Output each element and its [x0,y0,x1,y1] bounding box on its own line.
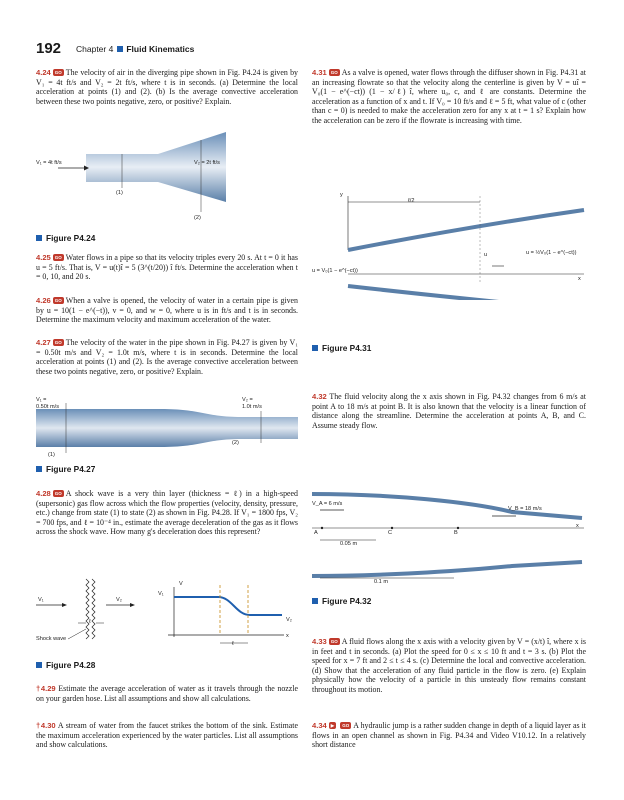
figure-p4-24 [36,132,298,232]
problem-text: The velocity of the water in the pipe shown in Fig. P4.27 is given by V₁ = 0.50t m/s and V₂ = 1.0t m/s, where t is in seconds. Determine the local acceleration at points (1) and (2). Is the average convective acceleration between these two points negative, zero, or positive? Explain. [36,338,298,376]
problem-4-30 [36,721,298,750]
x-axis-label: x [578,276,581,282]
problem-4-31 [312,68,586,126]
lower-wall [312,562,582,576]
point-2-label: (2) [232,440,239,446]
problem-text: The velocity of air in the diverging pipe shown in Fig. P4.24 is given by V₁ = 4t ft/s and V₂ = 2t ft/s, where t is in seconds. (a) Determine the local acceleration at points (1) and (2). (b) Is the average convective acceleration between these two points negative, zero, or positive? Explain. [36,68,298,106]
problem-number: 4.31 [312,68,327,77]
square-bullet-icon [312,345,318,351]
problem-number: 4.25 [36,253,51,262]
square-bullet-icon [36,466,42,472]
v-axis-label: V [179,581,183,587]
problem-4-27 [36,338,298,376]
pipe-body [86,132,226,202]
problem-text: Estimate the average acceleration of water as it travels through the nozzle on your garden hose. List all assumptions and show all calculations. [36,684,298,703]
go-badge-icon: GO [54,340,62,345]
figure-p4-27-caption: Figure P4.27 [36,464,95,474]
x-axis-label: x [286,633,289,639]
square-bullet-icon [36,662,42,668]
shock-wave-label: Shock wave [36,636,67,642]
problem-text: A shock wave is a very thin layer (thickness = ℓ) in a high-speed (supersonic) gas flow across which the flow properties (velocity, density, pressure, etc.) change from state (1) to state (2) as shown in Fig. P4.28. If V₁ = 1800 fps, V₂ = 700 fps, and ℓ = 10⁻⁴ in., estimate the average deceleration of the gas as it flows across the shock wave. How many g's deceleration does this represent? [36,489,298,537]
running-header [76,44,194,54]
chapter-title: Fluid Kinematics [126,44,195,54]
go-badge-icon: GO [54,70,62,75]
shock-leader-line [68,629,86,639]
shock-wave-zigzag [92,579,95,639]
shock-wave-zigzag [86,579,89,639]
dim-0-1-label: 0.1 m [374,579,388,585]
shock-wave-diagram [36,577,298,647]
problem-4-24 [36,68,298,106]
problem-text: Water flows in a pipe so that its velocity triples every 20 s. At t = 0 it has u = 5 ft/s. That is, V = u(t)î = 5 (3^(t/20)) î ft/s. Determine the acceleration when t = 0, 10, and 20 s. [36,253,298,282]
figure-p4-32 [312,490,586,592]
point-1-label: (1) [116,190,123,196]
point-c-label: C [388,530,393,536]
v2-label-b: 1.0t m/s [242,404,262,410]
problem-number: 4.32 [312,392,327,401]
v1-label: V₁ [38,597,44,603]
point-2-label: (2) [194,215,201,221]
arrow-head-icon [130,603,135,607]
problem-text: When a valve is opened, the velocity of water in a certain pipe is given by u = 10(1 − e^(−t)), v = 0, and w = 0, where u is in ft/s and t is in seconds. Determine the maximum velocity and maximum acceleration of the water. [36,296,298,325]
point-1-label: (1) [48,452,55,458]
problem-number: 4.33 [312,637,327,646]
figure-p4-32-caption: Figure P4.32 [312,596,371,606]
problem-text: The fluid velocity along the x axis shown in Fig. P4.32 changes from 6 m/s at point A to 18 m/s at point B. It is also known that the velocity is a linear function of distance along the streamline. Determine the acceleration at points A, B, and C. Assume steady flow. [312,392,586,430]
problem-4-29 [36,684,298,703]
y-axis-label: y [340,192,343,198]
figure-p4-28 [36,577,298,647]
velocity-profile [174,597,282,615]
point-b-icon [457,527,459,529]
go-badge-icon: GO [330,70,338,75]
v2-level-label: V₂ [286,617,292,623]
problem-number: 4.28 [36,489,51,498]
u0-formula: u = V₀(1 − e^(−ct)) [312,268,358,274]
dim-0-05-label: 0.05 m [340,541,358,547]
v2-label-a: V₂ = [242,397,253,403]
problem-text: A fluid flows along the x axis with a velocity given by V = (x/t) î, where x is in feet and t in seconds. (a) Plot the speed for 0 ≤ x ≤ 10 ft and t = 3 s. (b) Plot the speed for x = 7 ft and 2 ≤ t ≤ 4 s. (c) Determine the local and convective acceleration. (d) Show that the acceleration of any fluid particle in the flow is zero. (e) Explain physically how the velocity of a particle in this unsteady flow remains constant throughout its motion. [312,637,586,694]
v1-level-label: V₁ [158,591,164,597]
problem-text: As a valve is opened, water flows through the diffuser shown in Fig. P4.31 at an increasing flowrate so that the velocity along the centerline is given by V = uî = V₀(1 − e^(−ct)) (1 − x/ℓ) î, where u₀, c, and ℓ are constants. Determine the acceleration as a function of x and t. If V₀ = 10 ft/s and ℓ = 5 ft, what value of c (other than c = 0) is needed to make the acceleration zero for any x at t = 1 s? Explain how the acceleration can be zero if the flowrate is increasing with time. [312,68,586,125]
problem-text: A stream of water from the faucet strikes the bottom of the sink. Estimate the maximum acceleration experienced by the water particles. List all assumptions and show calculations. [36,721,298,750]
u-half-formula: u = ½V₀(1 − e^(−ct)) [526,250,577,256]
problem-4-26 [36,296,298,325]
go-badge-icon: GO [54,298,62,303]
figure-p4-28-caption: Figure P4.28 [36,660,95,670]
ell-label: ℓ [89,619,91,625]
v1-label-a: V₁ = [36,397,47,403]
half-length-label: ℓ/2 [408,198,415,204]
u-label: u [484,252,488,258]
square-bullet-icon [36,235,42,241]
v2-label: V₂ = 2t ft/s [194,160,220,166]
problem-text: A hydraulic jump is a rather sudden change in depth of a liquid layer as it flows in an open channel as shown in Fig. P4.34 and Video V10.12. In a relatively short distance [312,721,586,750]
point-b-label: B [454,530,458,536]
figure-p4-27 [36,395,298,460]
square-bullet-icon [312,598,318,604]
figure-p4-31 [312,190,586,300]
x-axis-label: x [576,523,579,529]
square-bullet-icon [117,46,123,52]
go-badge-icon: GO [342,723,350,728]
figure-p4-31-caption: Figure P4.31 [312,343,371,353]
v1-label: V₁ = 4t ft/s [36,160,62,166]
v2-label: V₂ [116,597,122,603]
problem-4-28 [36,489,298,537]
go-badge-icon: GO [330,639,338,644]
problem-4-33 [312,637,586,695]
problem-number: †4.30 [36,721,56,730]
diverging-pipe-diagram [36,132,298,232]
problem-4-34 [312,721,586,750]
v1-label-b: 0.50t m/s [36,404,60,410]
ell-dimension-label: ℓ [232,641,234,647]
problem-4-25 [36,253,298,282]
problem-number: 4.24 [36,68,51,77]
go-badge-icon: GO [54,491,62,496]
chapter-label: Chapter 4 [76,44,114,54]
problem-number: 4.26 [36,296,51,305]
diffuser-diagram [312,190,586,300]
problem-4-32 [312,392,586,430]
pipe-body [36,409,298,447]
point-c-icon [391,527,393,529]
upper-wall [348,210,584,250]
vb-label: V_B = 18 m/s [508,506,542,512]
va-label: V_A = 6 m/s [312,501,343,507]
go-badge-icon: GO [54,255,62,260]
page-number: 192 [36,40,62,57]
problem-number: †4.29 [36,684,56,693]
figure-p4-24-caption: Figure P4.24 [36,233,95,243]
problem-number: 4.34 [312,721,327,730]
point-a-icon [321,527,323,529]
video-icon: ▶ [330,723,335,728]
point-a-label: A [314,530,318,536]
problem-number: 4.27 [36,338,51,347]
arrow-head-icon [62,603,67,607]
lower-wall [348,286,584,300]
